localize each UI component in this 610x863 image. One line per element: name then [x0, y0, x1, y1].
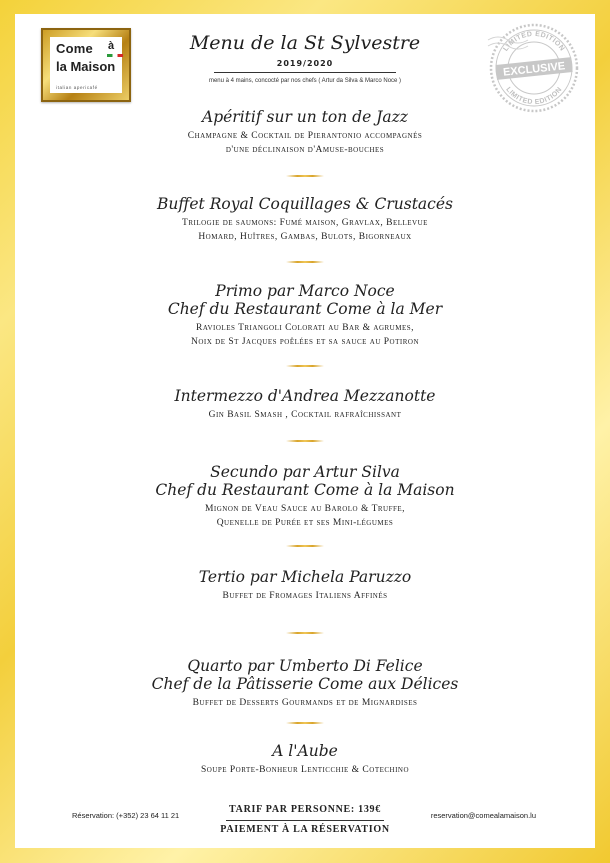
gold-separator	[286, 545, 324, 547]
course-heading-chef: Chef du Restaurant Come à la Mer	[167, 300, 443, 318]
course-heading: Tertio par Michela Paruzzo	[198, 568, 412, 586]
logo-tagline: italian apericafé	[56, 85, 98, 90]
svg-text:LIMITED EDITION	[504, 86, 563, 106]
course-description-line: Buffet de Desserts Gourmands et de Mignardises	[192, 698, 418, 708]
course-description	[0, 696, 610, 710]
course-heading: Apéritif sur un ton de Jazz	[202, 108, 408, 126]
course-description-line: d'une déclinaison d'Amuse-bouches	[225, 145, 385, 155]
course-description-line: Buffet de Fromages Italiens Affinés	[222, 591, 388, 601]
course-description	[0, 763, 610, 777]
gold-separator	[286, 632, 324, 634]
course-heading: Intermezzo d'Andrea Mezzanotte	[174, 387, 436, 405]
menu-intro: menu à 4 mains, concocté par nos chefs ( Artur da Silva & Marco Noce )	[208, 78, 402, 84]
course-description-line: Quenelle de Purée et ses Mini-légumes	[216, 518, 394, 528]
course-description-line: Trilogie de saumons: Fumé maison, Gravlax, Bellevue	[182, 218, 428, 228]
course-description-line: Champagne & Cocktail de Pierantonio accompagnés	[187, 131, 423, 141]
course-description-line: Mignon de Veau Sauce au Barolo & Truffe,	[204, 504, 406, 514]
course-description-line: Soupe Porte-Bonheur Lenticchie & Cotechino	[200, 765, 410, 775]
header-divider	[214, 72, 396, 73]
course-description	[0, 321, 610, 349]
price-per-person: TARIF PAR PERSONNE: 139€	[229, 804, 381, 815]
course-description	[0, 502, 610, 530]
stamp-top-text: LIMITED EDITION	[502, 30, 566, 53]
course-description	[0, 589, 610, 603]
gold-separator	[286, 175, 324, 177]
course-heading: A l'Aube	[272, 742, 338, 760]
course-intermezzo	[0, 387, 610, 422]
course-description-line: Gin Basil Smash , Cocktail rafraîchissant	[208, 410, 402, 420]
course-quarto	[0, 657, 610, 710]
gold-separator	[286, 261, 324, 263]
menu-year: 2019/2020	[276, 59, 334, 68]
course-description-line: Homard, Huîtres, Gambas, Bulots, Bigorneaux	[198, 232, 412, 242]
course-tertio	[0, 568, 610, 603]
course-a-l-aube	[0, 742, 610, 777]
course-description	[0, 129, 610, 157]
footer-divider	[226, 820, 384, 821]
stamp-center-text: EXCLUSIVE	[502, 60, 566, 79]
gold-separator	[286, 722, 324, 724]
course-description-line: Ravioles Triangoli Colorati au Bar & agrumes,	[195, 323, 415, 333]
payment-note: PAIEMENT À LA RÉSERVATION	[220, 824, 390, 835]
course-description	[0, 216, 610, 244]
menu-title: Menu de la St Sylvestre	[189, 32, 421, 54]
course-description	[0, 408, 610, 422]
course-heading-chef: Chef du Restaurant Come à la Maison	[155, 481, 455, 499]
logo-text-accent: à	[108, 40, 115, 52]
gold-separator	[286, 440, 324, 442]
gold-separator	[286, 365, 324, 367]
course-heading: Buffet Royal Coquillages & Crustacés	[157, 195, 453, 213]
course-heading: Secundo par Artur Silva	[210, 463, 400, 481]
reservation-email[interactable]: reservation@comealamaison.lu	[430, 811, 536, 820]
course-heading: Quarto par Umberto Di Felice	[187, 657, 423, 675]
course-heading: Primo par Marco Noce	[215, 282, 395, 300]
italian-flag-icon	[107, 54, 123, 57]
logo-text-line2: la Maison	[56, 59, 116, 74]
stamp-bottom-text: LIMITED EDITION	[504, 86, 564, 107]
course-heading-chef: Chef de la Pâtisserie Come aux Délices	[151, 675, 459, 693]
logo-text-line1: Come	[56, 41, 93, 56]
course-aperitif	[0, 108, 610, 157]
course-secundo	[0, 463, 610, 530]
reservation-phone: Réservation: (+352) 23 64 11 21	[72, 811, 180, 820]
course-buffet-royal	[0, 195, 610, 244]
course-description-line: Noix de St Jacques poêlées et sa sauce au Potiron	[191, 337, 419, 347]
course-primo	[0, 282, 610, 349]
